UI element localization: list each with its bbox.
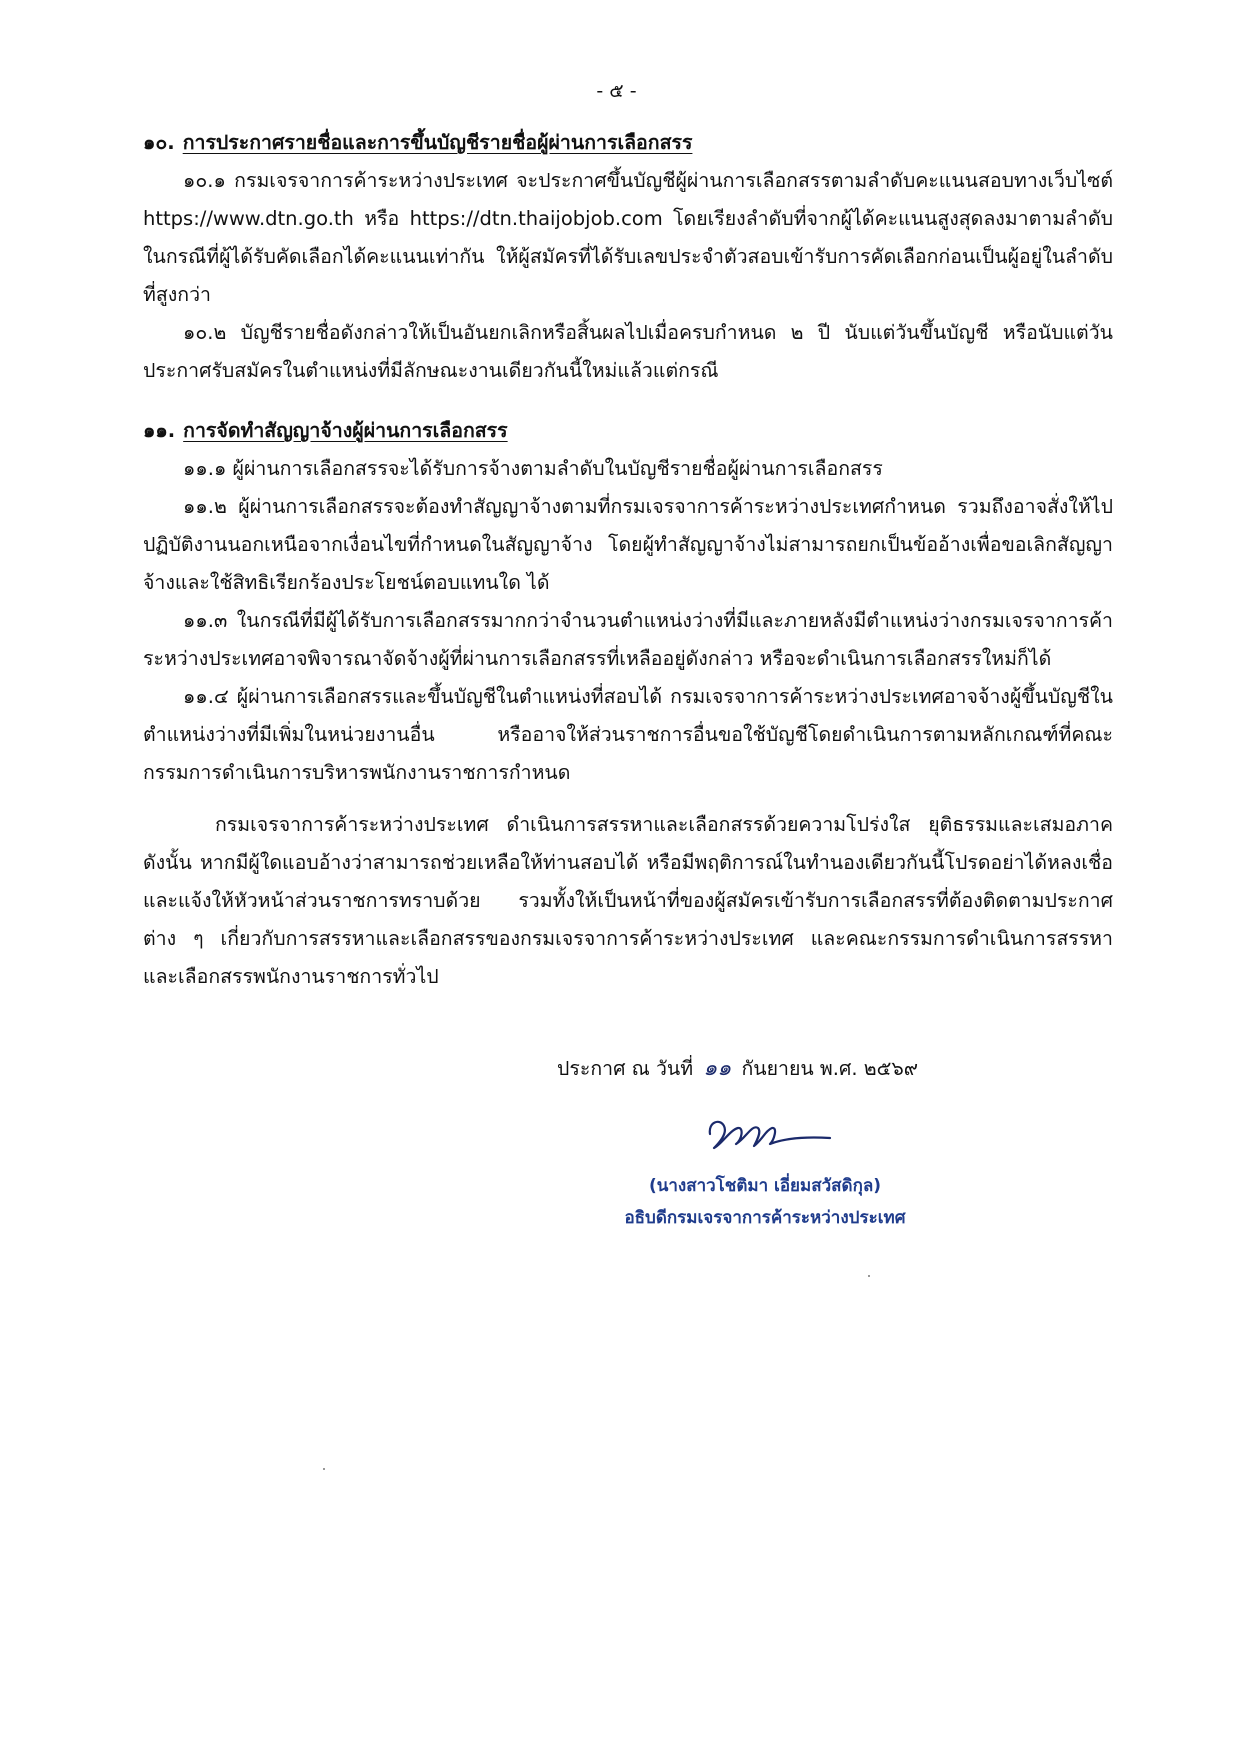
page-number: - ๕ - — [596, 80, 637, 102]
announcement-prefix: ประกาศ ณ วันที่ — [557, 1057, 694, 1080]
announcement-suffix: กันยายน พ.ศ. ๒๕๖๙ — [741, 1057, 919, 1080]
announcement-date — [557, 1050, 918, 1085]
paragraph-11-3: ๑๑.๓ ในกรณีที่มีผู้ได้รับการเลือกสรรมากกว่าจำนวนตำแหน่งว่างที่มีและภายหลังมีตำแหน่งว่างกรมเจรจาการค้าระหว่างประเทศอาจพิจารณาจัดจ้างผู้ที่ผ่านการเลือกสรรที่เหลืออยู่ดังกล่าว หรือจะดำเนินการเลือกสรรใหม่ก็ได้ — [143, 609, 1113, 670]
handwritten-signature — [700, 1100, 840, 1160]
signer-name: (นางสาวโชติมา เอี่ยมสวัสดิกุล) — [648, 1176, 882, 1196]
spacer — [143, 390, 1113, 412]
paragraph-11-1: ๑๑.๑ ผู้ผ่านการเลือกสรรจะได้รับการจ้างตามลำดับในบัญชีรายชื่อผู้ผ่านการเลือกสรร — [183, 457, 883, 480]
signer-block — [600, 1170, 930, 1234]
section-number: ๑๐. — [143, 131, 175, 154]
scan-speck — [868, 1275, 870, 1277]
section-title: การประกาศรายชื่อและการขึ้นบัญชีรายชื่อผู้ผ่านการเลือกสรร — [182, 131, 693, 154]
scan-speck — [323, 1468, 325, 1470]
section-title: การจัดทำสัญญาจ้างผู้ผ่านการเลือกสรร — [183, 419, 508, 442]
paragraph-10-2: ๑๐.๒ บัญชีรายชื่อดังกล่าวให้เป็นอันยกเลิกหรือสิ้นผลไปเมื่อครบกำหนด ๒ ปี นับแต่วันขึ้นบัญชี หรือนับแต่วันประกาศรับสมัครในตำแหน่งที่มีลักษณะงานเดียวกันนี้ใหม่แล้วแต่กรณี — [143, 321, 1113, 382]
closing-paragraph: กรมเจรจาการค้าระหว่างประเทศ ดำเนินการสรรหาและเลือกสรรด้วยความโปร่งใส ยุติธรรมและเสมอภาค ดังนั้น หากมีผู้ใดแอบอ้างว่าสามารถช่วยเหลือให้ท่านสอบได้ หรือมีพฤติการณ์ในทำนองเดียวกันนี้โปรดอย่าได้หลงเชื่อและแจ้งให้หัวหน้าส่วนราชการทราบด้วย รวมทั้งให้เป็นหน้าที่ของผู้สมัครเข้ารับการเลือกสรรที่ต้องติดตามประกาศต่าง ๆ เกี่ยวกับการสรรหาและเลือกสรรของกรมเจรจาการค้าระหว่างประเทศ และคณะกรรมการดำเนินการสรรหาและเลือกสรรพนักงานราชการทั่วไป — [143, 813, 1113, 988]
section-11-heading — [143, 412, 1113, 450]
announcement-day: ๑๑ — [703, 1056, 732, 1081]
paragraph-11-4: ๑๑.๔ ผู้ผ่านการเลือกสรรและขึ้นบัญชีในตำแหน่งที่สอบได้ กรมเจรจาการค้าระหว่างประเทศอาจจ้างผู้ขึ้นบัญชีในตำแหน่งว่างที่มีเพิ่มในหน่วยงานอื่น หรืออาจให้ส่วนราชการอื่นขอใช้บัญชีโดยดำเนินการตามหลักเกณฑ์ที่คณะกรรมการดำเนินการบริหารพนักงานราชการกำหนด — [143, 685, 1113, 784]
paragraph-11-2: ๑๑.๒ ผู้ผ่านการเลือกสรรจะต้องทำสัญญาจ้างตามที่กรมเจรจาการค้าระหว่างประเทศกำหนด รวมถึงอาจสั่งให้ไปปฏิบัติงานนอกเหนือจากเงื่อนไขที่กำหนดในสัญญาจ้าง โดยผู้ทำสัญญาจ้างไม่สามารถยกเป็นข้ออ้างเพื่อขอเลิกสัญญาจ้างและใช้สิทธิเรียกร้องประโยชน์ตอบแทนใด ได้ — [143, 495, 1113, 594]
paragraph-10-1: ๑๐.๑ กรมเจรจาการค้าระหว่างประเทศ จะประกาศขึ้นบัญชีผู้ผ่านการเลือกสรรตามลำดับคะแนนสอบทางเว็บไซต์ https://www.dtn.go.th หรือ https://dtn.thaijobjob.com โดยเรียงลำดับที่จากผู้ได้คะแนนสูงสุดลงมาตามลำดับ ในกรณีที่ผู้ได้รับคัดเลือกได้คะแนนเท่ากัน ให้ผู้สมัครที่ได้รับเลขประจำตัวสอบเข้ารับการคัดเลือกก่อนเป็นผู้อยู่ในลำดับที่สูงกว่า — [143, 169, 1113, 306]
document-body — [143, 124, 1113, 996]
section-number: ๑๑. — [143, 419, 176, 442]
spacer — [143, 792, 1113, 806]
signer-position: อธิบดีกรมเจรจาการค้าระหว่างประเทศ — [624, 1208, 906, 1228]
section-10-heading — [143, 124, 1113, 162]
